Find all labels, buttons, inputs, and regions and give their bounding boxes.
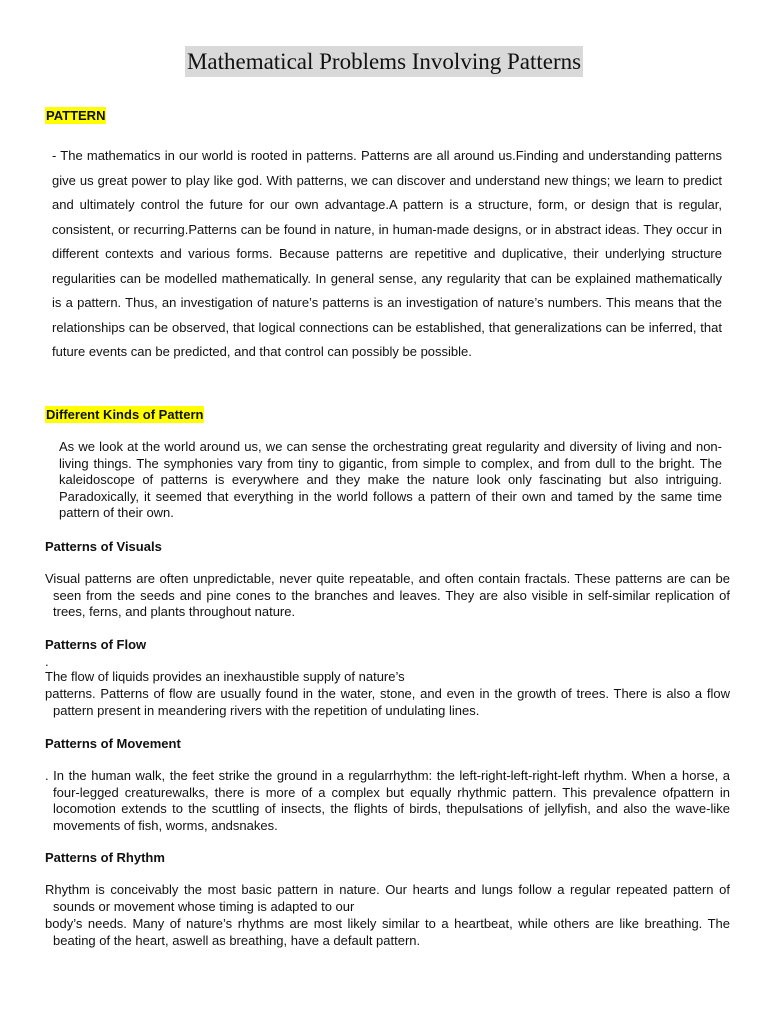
flow-dot: .	[45, 654, 49, 669]
paragraph-visuals: Visual patterns are often unpredictable, never quite repeatable, and often contain fractals. These patterns are can be seen from the seeds and pine cones to the branches and leaves. They are also visible in self-similar replication of trees, ferns, and plants throughout nature.	[45, 571, 730, 619]
document-title: Mathematical Problems Involving Patterns	[185, 46, 583, 77]
heading-pattern-text: PATTERN	[46, 108, 106, 123]
paragraph-rhythm-2: body’s needs. Many of nature’s rhythms are most likely similar to a heartbeat, while others are like breathing. The beating of the heart, aswell as breathing, have a default pattern.	[45, 916, 730, 948]
heading-pattern	[45, 108, 106, 123]
paragraph-movement: . In the human walk, the feet strike the ground in a regularrhythm: the left-right-left-right-left rhythm. When a horse, a four-legged creaturewalks, there is more of a complex but equally rhythmic pattern. This prevalence ofpattern in locomotion extends to the scuttling of insects, the flights of birds, thepulsations of jellyfish, and also the wave-like movements of fish, worms, andsnakes.	[45, 768, 730, 833]
heading-different-kinds	[45, 407, 204, 422]
paragraph-flow-line1: The flow of liquids provides an inexhaustible supply of nature’s	[45, 669, 405, 684]
paragraph-rhythm-1: Rhythm is conceivably the most basic pattern in nature. Our hearts and lungs follow a regular repeated pattern of sounds or movement whose timing is adapted to our	[45, 882, 730, 914]
heading-rhythm: Patterns of Rhythm	[45, 850, 165, 865]
paragraph-flow: patterns. Patterns of flow are usually found in the water, stone, and even in the growth of trees. There is also a flow pattern present in meandering rivers with the repetition of undulating lines.	[45, 686, 730, 718]
paragraph-pattern: - The mathematics in our world is rooted in patterns. Patterns are all around us.Finding and understanding patterns give us great power to play like god. With patterns, we can discover and understand new things; we learn to predict and ultimately control the future for our own advantage.A pattern is a structure, form, or design that is regular, consistent, or recurring.Patterns can be found in nature, in human-made designs, or in abstract ideas. They occur in different contexts and various forms. Because patterns are repetitive and duplicative, their underlying structure regularities can be modelled mathematically. In general sense, any regularity that can be explained mathematically is a pattern. Thus, an investigation of nature’s patterns is an investigation of nature’s numbers. This means that the relationships can be observed, that logical connections can be established, that generalizations can be inferred, that future events can be predicted, and that control can possibly be possible.	[52, 148, 722, 359]
heading-movement: Patterns of Movement	[45, 736, 181, 751]
document-title-container	[0, 46, 768, 77]
paragraph-different-kinds: As we look at the world around us, we can sense the orchestrating great regularity and diversity of living and non-living things. The symphonies vary from tiny to gigantic, from simple to complex, and from dull to the bright. The kaleidoscope of patterns is everywhere and they make the nature look only fascinating but also intriguing. Paradoxically, it seemed that everything in the world follows a pattern of their own and tamed by the same time pattern of their own.	[59, 439, 722, 520]
heading-visuals: Patterns of Visuals	[45, 539, 162, 554]
heading-flow: Patterns of Flow	[45, 637, 147, 652]
heading-different-kinds-text: Different Kinds of Pattern	[46, 407, 204, 422]
